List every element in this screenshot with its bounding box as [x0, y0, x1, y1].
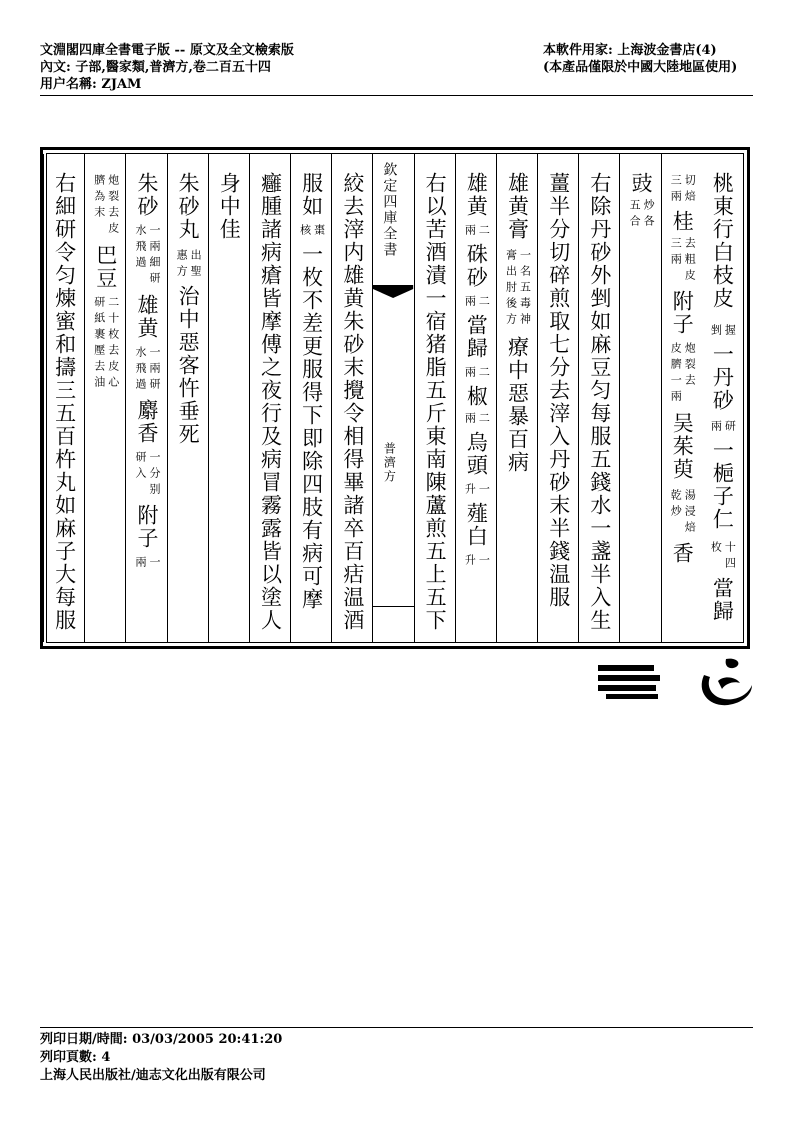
annotation-text: 兩: [133, 556, 147, 572]
header-right: [543, 42, 737, 76]
annotation-text: 水飛過: [133, 224, 147, 272]
main-text: 右以苦酒漬一宿猪脂五斤東南陳蘆煎五上五下: [423, 172, 448, 632]
annotation-text: 核: [298, 224, 312, 240]
annotation-text: 兩: [463, 412, 477, 428]
annotation-text: 出聖: [189, 249, 203, 281]
text-column: [537, 154, 578, 642]
annotation-text: 湯浸焙: [683, 489, 697, 537]
annotation-text: 兩: [463, 366, 477, 382]
annotation-text: 兩: [463, 224, 477, 240]
annotation-text: 皮臍一兩: [669, 342, 683, 406]
center-column: [372, 154, 413, 642]
main-text: 一枚不差更服得下即除四肢有病可摩: [299, 243, 324, 611]
main-text: 烏頭: [464, 431, 489, 477]
annotation-text: 升: [463, 483, 477, 499]
annotation-text: 一兩研: [147, 346, 161, 394]
annotation-text: 二: [477, 224, 491, 240]
main-text: 薑半分切碎煎取七分去滓入丹砂末半錢温服: [546, 172, 571, 609]
fish-tail-mark-icon: [373, 284, 413, 298]
annotation-text: 二: [477, 412, 491, 428]
main-text: 桃東行白枝皮: [710, 172, 735, 310]
main-text: 桂: [670, 210, 695, 233]
text-column: [208, 154, 249, 642]
main-text: 附子: [134, 504, 159, 550]
main-text: 巴豆: [93, 244, 118, 290]
main-text: 椒: [464, 385, 489, 408]
text-column: [661, 154, 702, 642]
main-text: 右細研令匀煉蜜和擣三五百杵丸如麻子大每服: [52, 172, 77, 632]
text-column: [43, 154, 84, 642]
main-text: 絞去滓内雄黄朱砂末攪令相得畢諸卒百㽽温酒: [340, 172, 365, 632]
main-text: 雄黄: [134, 294, 159, 340]
dizhi-logo-stripes-icon: [596, 663, 664, 701]
text-column: [578, 154, 619, 642]
text-column: [702, 154, 743, 642]
main-text: 服如: [299, 172, 324, 218]
header-username: 用户名稱: ZJAM: [40, 77, 142, 92]
annotation-text: 升: [463, 554, 477, 570]
annotation-text: 五合: [628, 199, 642, 231]
main-text: 雄黄: [464, 172, 489, 218]
annotation-text: 切焙: [683, 174, 697, 206]
annotation-text: 炒各: [642, 199, 656, 231]
annotation-text: 一名五毒神: [518, 249, 532, 329]
text-column: [619, 154, 660, 642]
text-column: [167, 154, 208, 642]
annotation-text: 兩: [463, 295, 477, 311]
footer-print-pages: 列印頁數: 4: [40, 1050, 111, 1065]
annotation-text: 乾炒: [669, 489, 683, 521]
center-book-name: 普濟方: [382, 442, 397, 484]
main-text: 療中惡暴百病: [505, 336, 530, 474]
annotation-text: 一分别: [147, 451, 161, 499]
annotation-text: 二: [477, 366, 491, 382]
main-text: 吴茱萸: [670, 412, 695, 481]
dizhi-logo-swirl-icon: [696, 655, 756, 711]
main-text: 當歸: [710, 577, 735, 623]
annotation-text: 惠方: [175, 249, 189, 281]
annotation-text: 炮裂去皮: [106, 174, 120, 238]
main-text: 硃砂: [464, 243, 489, 289]
main-text: 朱砂: [134, 172, 159, 218]
page-frame: [40, 147, 750, 649]
footer: [40, 1031, 282, 1085]
text-column: [84, 154, 125, 642]
annotation-text: 研: [723, 420, 737, 436]
header-licensee: 本軟件用家: 上海波金書店(4): [543, 43, 717, 58]
main-text: 右除丹砂外剉如麻豆匀每服五錢水一盞半入生: [587, 172, 612, 632]
text-column: [496, 154, 537, 642]
annotation-text: 三兩: [669, 237, 683, 269]
annotation-text: 水飛過: [133, 346, 147, 394]
annotation-text: 膏出肘後方: [504, 249, 518, 329]
main-text: 一丹砂: [710, 343, 735, 412]
header-title: 文淵閣四庫全書電子版 -- 原文及全文檢索版: [40, 43, 294, 58]
text-column: [249, 154, 290, 642]
annotation-text: 去粗皮: [683, 237, 697, 285]
header-rule: [40, 95, 753, 96]
annotation-text: 三兩: [669, 174, 683, 206]
main-text: 當歸: [464, 314, 489, 360]
footer-print-datetime: 列印日期/時間: 03/03/2005 20:41:20: [40, 1032, 283, 1047]
annotation-text: 剉: [709, 324, 723, 340]
header-content-path: 內文: 子部,醫家類,普濟方,卷二百五十四: [40, 60, 271, 75]
center-title: 欽定四庫全書: [381, 162, 398, 258]
annotation-text: 一: [477, 483, 491, 499]
main-text: 朱砂丸: [176, 172, 201, 241]
main-text: 附子: [670, 290, 695, 336]
text-column: [290, 154, 331, 642]
header-left: [40, 42, 294, 93]
annotation-text: 一兩細研: [147, 224, 161, 288]
annotation-text: 研紙裹壓去油: [92, 296, 106, 392]
annotation-text: 枚: [709, 541, 723, 557]
annotation-text: 握: [723, 324, 737, 340]
footer-rule: [40, 1027, 753, 1028]
main-text: 一梔子仁: [710, 439, 735, 531]
main-text: 薤白: [464, 502, 489, 548]
text-column: [125, 154, 166, 642]
text-column: [414, 154, 455, 642]
main-text: 香: [670, 542, 695, 565]
text-column: [455, 154, 496, 642]
annotation-text: 一: [147, 556, 161, 572]
annotation-text: 一: [477, 554, 491, 570]
main-text: 麝香: [134, 399, 159, 445]
footer-publisher: 上海人民出版社/迪志文化出版有限公司: [40, 1068, 266, 1083]
annotation-text: 炮裂去: [683, 342, 697, 390]
annotation-text: 研入: [133, 451, 147, 483]
annotation-text: 十四: [723, 541, 737, 573]
main-text: 癰腫諸病瘡皆摩傅之夜行及病冒霧露皆以塗人: [258, 172, 283, 632]
center-rule: [373, 606, 413, 607]
annotation-text: 二十枚去皮心: [106, 296, 120, 392]
main-text: 雄黄膏: [505, 172, 530, 241]
annotation-text: 兩: [709, 420, 723, 436]
main-text: 身中佳: [217, 172, 242, 241]
annotation-text: 二: [477, 295, 491, 311]
main-text: 治中惡客忤垂死: [176, 285, 201, 446]
annotation-text: 棗: [312, 224, 326, 240]
text-grid: [46, 153, 744, 643]
main-text: 豉: [629, 172, 654, 195]
header-region-note: (本產品僅限於中國大陸地區使用): [543, 60, 738, 75]
text-column: [331, 154, 372, 642]
annotation-text: 臍為末: [92, 174, 106, 222]
